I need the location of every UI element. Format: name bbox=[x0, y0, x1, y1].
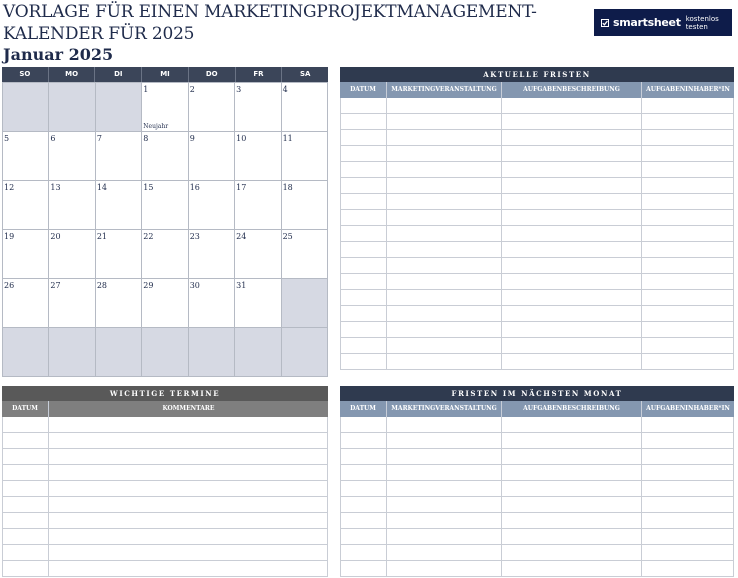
table-row bbox=[340, 114, 734, 130]
weekday-label: SA bbox=[299, 70, 311, 78]
calendar-day-cell[interactable] bbox=[142, 132, 188, 181]
brand-name: smartsheet bbox=[613, 16, 681, 29]
table-row bbox=[2, 561, 328, 577]
next-month-deadlines-title: FRISTEN IM NÄCHSTEN MONAT bbox=[340, 386, 734, 401]
table-cell[interactable] bbox=[502, 178, 642, 193]
table-cell[interactable] bbox=[387, 258, 502, 273]
table-cell[interactable] bbox=[642, 306, 734, 321]
day-number: 1 bbox=[143, 85, 149, 94]
table-cell[interactable] bbox=[340, 561, 387, 576]
table-cell[interactable] bbox=[502, 226, 642, 241]
column-header-event: MARKETINGVERANSTALTUNG bbox=[387, 82, 502, 98]
day-number: 23 bbox=[189, 232, 200, 241]
table-cell[interactable] bbox=[387, 513, 502, 528]
table-cell[interactable] bbox=[642, 226, 734, 241]
weekday-label: SO bbox=[2, 67, 49, 82]
calendar-day-cell[interactable] bbox=[3, 230, 49, 279]
table-cell[interactable] bbox=[502, 306, 642, 321]
table-cell[interactable] bbox=[502, 354, 642, 369]
day-number: 14 bbox=[96, 183, 108, 192]
table-row bbox=[340, 513, 734, 529]
table-cell[interactable] bbox=[387, 114, 502, 129]
calendar-empty-cell bbox=[3, 83, 49, 132]
table-cell[interactable] bbox=[49, 497, 328, 512]
table-row bbox=[340, 178, 734, 194]
table-cell[interactable] bbox=[642, 114, 734, 129]
calendar-day-cell[interactable] bbox=[235, 132, 281, 181]
calendar-day-cell[interactable] bbox=[189, 83, 235, 132]
table-cell[interactable] bbox=[502, 130, 642, 145]
table-cell[interactable] bbox=[340, 274, 387, 289]
table-cell[interactable] bbox=[340, 290, 387, 305]
day-number: 5 bbox=[4, 134, 10, 143]
calendar-day-cell[interactable] bbox=[49, 230, 95, 279]
calendar-empty-cell bbox=[142, 328, 188, 377]
weekday-label: MO bbox=[49, 67, 96, 82]
table-cell[interactable] bbox=[387, 417, 502, 432]
table-cell[interactable] bbox=[387, 194, 502, 209]
table-cell[interactable] bbox=[387, 306, 502, 321]
table-cell[interactable] bbox=[340, 338, 387, 353]
table-cell[interactable] bbox=[642, 561, 734, 576]
smartsheet-trial-button[interactable] bbox=[594, 9, 732, 36]
table-cell[interactable] bbox=[502, 449, 642, 464]
day-number: 9 bbox=[189, 134, 195, 143]
table-cell[interactable] bbox=[49, 481, 328, 496]
table-row bbox=[2, 417, 328, 433]
table-row bbox=[340, 433, 734, 449]
column-header-comments: KOMMENTARE bbox=[49, 401, 328, 417]
table-cell[interactable] bbox=[49, 561, 328, 576]
table-cell[interactable] bbox=[387, 210, 502, 225]
table-cell[interactable] bbox=[340, 433, 387, 448]
weekday-label: FR bbox=[236, 67, 283, 82]
table-cell[interactable] bbox=[387, 226, 502, 241]
table-cell[interactable] bbox=[387, 274, 502, 289]
calendar-empty-cell bbox=[96, 328, 142, 377]
column-header-owner: AUFGABENINHABER*IN bbox=[642, 82, 734, 98]
table-cell[interactable] bbox=[340, 194, 387, 209]
table-cell[interactable] bbox=[502, 290, 642, 305]
day-number: 12 bbox=[4, 183, 15, 192]
table-cell[interactable] bbox=[49, 545, 328, 560]
calendar-day-cell[interactable] bbox=[96, 132, 142, 181]
day-number: 29 bbox=[143, 281, 154, 290]
table-row bbox=[340, 210, 734, 226]
table-cell[interactable] bbox=[502, 162, 642, 177]
table-cell[interactable] bbox=[340, 306, 387, 321]
table-cell[interactable] bbox=[387, 529, 502, 544]
table-row bbox=[2, 545, 328, 561]
table-cell[interactable] bbox=[340, 98, 387, 113]
day-number: 8 bbox=[143, 134, 149, 143]
table-row bbox=[340, 226, 734, 242]
important-dates-header bbox=[2, 401, 328, 417]
calendar-day-cell[interactable] bbox=[96, 181, 142, 230]
table-row bbox=[2, 465, 328, 481]
table-row bbox=[340, 465, 734, 481]
day-number: 2 bbox=[189, 85, 195, 94]
table-cell[interactable] bbox=[502, 561, 642, 576]
table-cell[interactable] bbox=[502, 194, 642, 209]
table-cell[interactable] bbox=[340, 258, 387, 273]
table-cell[interactable] bbox=[502, 322, 642, 337]
table-cell[interactable] bbox=[387, 178, 502, 193]
table-cell[interactable] bbox=[642, 513, 734, 528]
calendar-day-cell[interactable] bbox=[235, 230, 281, 279]
table-row bbox=[340, 130, 734, 146]
table-cell[interactable] bbox=[340, 322, 387, 337]
table-cell[interactable] bbox=[642, 465, 734, 480]
table-cell[interactable] bbox=[2, 465, 49, 480]
table-cell[interactable] bbox=[642, 162, 734, 177]
table-cell[interactable] bbox=[642, 178, 734, 193]
table-cell[interactable] bbox=[642, 258, 734, 273]
table-cell[interactable] bbox=[502, 146, 642, 161]
column-header-description: AUFGABENBESCHREIBUNG bbox=[502, 82, 642, 98]
table-cell[interactable] bbox=[340, 226, 387, 241]
table-cell[interactable] bbox=[387, 322, 502, 337]
table-cell[interactable] bbox=[502, 481, 642, 496]
table-cell[interactable] bbox=[340, 146, 387, 161]
weekday-header bbox=[2, 67, 328, 82]
weekday-label: MI bbox=[142, 67, 189, 82]
calendar-empty-cell bbox=[3, 328, 49, 377]
table-cell[interactable] bbox=[642, 274, 734, 289]
day-number: 25 bbox=[282, 232, 293, 241]
table-cell[interactable] bbox=[642, 545, 734, 560]
day-number: 31 bbox=[236, 281, 247, 290]
day-number: 28 bbox=[96, 281, 108, 290]
day-number: 22 bbox=[143, 232, 154, 241]
table-row bbox=[2, 513, 328, 529]
table-cell[interactable] bbox=[340, 178, 387, 193]
table-cell[interactable] bbox=[387, 162, 502, 177]
table-cell[interactable] bbox=[642, 481, 734, 496]
table-row bbox=[340, 258, 734, 274]
calendar-empty-cell bbox=[96, 83, 142, 132]
day-number: 27 bbox=[50, 281, 61, 290]
table-cell[interactable] bbox=[387, 338, 502, 353]
table-cell[interactable] bbox=[502, 98, 642, 113]
calendar-day-cell[interactable] bbox=[189, 230, 235, 279]
table-cell[interactable] bbox=[642, 529, 734, 544]
table-row bbox=[340, 290, 734, 306]
day-number: 24 bbox=[236, 232, 247, 241]
table-cell[interactable] bbox=[340, 449, 387, 464]
current-deadlines-title: AKTUELLE FRISTEN bbox=[340, 67, 734, 82]
calendar-day-cell[interactable] bbox=[235, 279, 281, 328]
day-number: 10 bbox=[236, 134, 247, 143]
calendar-day-cell[interactable] bbox=[282, 230, 328, 279]
calendar-day-cell[interactable] bbox=[282, 181, 328, 230]
table-cell[interactable] bbox=[642, 497, 734, 512]
table-cell[interactable] bbox=[49, 513, 328, 528]
current-deadlines-body bbox=[340, 98, 734, 370]
table-cell[interactable] bbox=[502, 497, 642, 512]
table-cell[interactable] bbox=[642, 210, 734, 225]
day-number: 21 bbox=[96, 232, 108, 241]
table-row bbox=[340, 322, 734, 338]
table-row bbox=[340, 306, 734, 322]
table-cell[interactable] bbox=[340, 465, 387, 480]
calendar-empty-cell bbox=[49, 328, 95, 377]
table-cell[interactable] bbox=[642, 354, 734, 369]
table-row bbox=[2, 529, 328, 545]
table-cell[interactable] bbox=[49, 529, 328, 544]
current-deadlines-header bbox=[340, 82, 734, 98]
table-cell[interactable] bbox=[502, 114, 642, 129]
calendar-day-cell[interactable] bbox=[96, 279, 142, 328]
day-number: 7 bbox=[96, 134, 102, 143]
table-row bbox=[340, 242, 734, 258]
table-cell[interactable] bbox=[340, 162, 387, 177]
next-month-deadlines-header bbox=[340, 401, 734, 417]
calendar-day-cell[interactable] bbox=[142, 181, 188, 230]
calendar-empty-cell bbox=[282, 328, 328, 377]
table-cell[interactable] bbox=[502, 242, 642, 257]
column-header-date: DATUM bbox=[340, 401, 387, 417]
day-number: 30 bbox=[189, 281, 200, 290]
table-cell[interactable] bbox=[340, 130, 387, 145]
calendar-day-cell[interactable] bbox=[96, 230, 142, 279]
table-cell[interactable] bbox=[387, 354, 502, 369]
day-number: 15 bbox=[143, 183, 154, 192]
table-cell[interactable] bbox=[2, 449, 49, 464]
calendar-day-cell[interactable] bbox=[3, 279, 49, 328]
table-cell[interactable] bbox=[387, 449, 502, 464]
table-cell[interactable] bbox=[387, 545, 502, 560]
table-row bbox=[2, 481, 328, 497]
calendar-day-cell[interactable] bbox=[49, 279, 95, 328]
table-row bbox=[2, 433, 328, 449]
table-row bbox=[340, 194, 734, 210]
table-row bbox=[340, 497, 734, 513]
day-number: 6 bbox=[50, 134, 56, 143]
calendar-grid bbox=[2, 82, 328, 377]
table-row bbox=[2, 497, 328, 513]
column-header-owner: AUFGABENINHABER*IN bbox=[642, 401, 734, 417]
table-cell[interactable] bbox=[2, 529, 49, 544]
table-cell[interactable] bbox=[49, 433, 328, 448]
smartsheet-logo-icon bbox=[601, 19, 609, 27]
calendar-day-cell[interactable] bbox=[3, 181, 49, 230]
table-cell[interactable] bbox=[502, 529, 642, 544]
column-header-description: AUFGABENBESCHREIBUNG bbox=[502, 401, 642, 417]
table-cell[interactable] bbox=[340, 497, 387, 512]
table-row bbox=[340, 338, 734, 354]
calendar-empty-cell bbox=[235, 328, 281, 377]
table-row bbox=[340, 561, 734, 577]
table-cell[interactable] bbox=[49, 417, 328, 432]
table-cell[interactable] bbox=[340, 242, 387, 257]
holiday-note: Neujahr bbox=[143, 123, 169, 130]
table-cell[interactable] bbox=[642, 242, 734, 257]
table-cell[interactable] bbox=[2, 561, 49, 576]
table-cell[interactable] bbox=[502, 433, 642, 448]
table-row bbox=[340, 529, 734, 545]
calendar-empty-cell bbox=[282, 279, 328, 328]
day-number: 4 bbox=[282, 85, 288, 94]
table-cell[interactable] bbox=[340, 114, 387, 129]
table-cell[interactable] bbox=[2, 545, 49, 560]
table-cell[interactable] bbox=[502, 210, 642, 225]
weekday-label: DI bbox=[95, 67, 142, 82]
table-cell[interactable] bbox=[340, 481, 387, 496]
table-cell[interactable] bbox=[387, 465, 502, 480]
calendar-day-cell[interactable] bbox=[189, 132, 235, 181]
table-cell[interactable] bbox=[2, 513, 49, 528]
brand-cta: kostenlos testen bbox=[685, 14, 719, 31]
day-number: 18 bbox=[282, 183, 293, 192]
day-number: 13 bbox=[50, 183, 61, 192]
calendar-day-cell[interactable] bbox=[49, 181, 95, 230]
table-cell[interactable] bbox=[387, 290, 502, 305]
day-number: 19 bbox=[4, 232, 15, 241]
table-cell[interactable] bbox=[642, 194, 734, 209]
day-number: 3 bbox=[236, 85, 242, 94]
month-title: Januar 2025 bbox=[3, 45, 114, 64]
calendar-day-cell[interactable] bbox=[3, 132, 49, 181]
table-cell[interactable] bbox=[49, 465, 328, 480]
table-cell[interactable] bbox=[502, 465, 642, 480]
table-row bbox=[340, 146, 734, 162]
calendar-empty-cell bbox=[189, 328, 235, 377]
table-cell[interactable] bbox=[2, 497, 49, 512]
table-cell[interactable] bbox=[340, 210, 387, 225]
table-cell[interactable] bbox=[502, 258, 642, 273]
weekday-label: DO bbox=[189, 67, 236, 82]
table-row bbox=[340, 481, 734, 497]
day-number: 26 bbox=[4, 281, 15, 290]
calendar-day-cell[interactable] bbox=[189, 181, 235, 230]
calendar-day-cell[interactable] bbox=[282, 83, 328, 132]
table-cell[interactable] bbox=[502, 338, 642, 353]
calendar-day-cell[interactable] bbox=[282, 132, 328, 181]
table-cell[interactable] bbox=[642, 290, 734, 305]
page-title: VORLAGE FÜR EINEN MARKETINGPROJEKTMANAGEMENT-KALENDER FÜR 2025 bbox=[3, 2, 537, 44]
column-header-date: DATUM bbox=[340, 82, 387, 98]
day-number: 20 bbox=[50, 232, 61, 241]
table-cell[interactable] bbox=[2, 433, 49, 448]
table-cell[interactable] bbox=[340, 513, 387, 528]
important-dates-body bbox=[2, 417, 328, 577]
column-header-date: DATUM bbox=[2, 401, 49, 417]
calendar-empty-cell bbox=[49, 83, 95, 132]
table-cell[interactable] bbox=[387, 433, 502, 448]
table-cell[interactable] bbox=[387, 561, 502, 576]
table-cell[interactable] bbox=[340, 417, 387, 432]
calendar-day-cell[interactable] bbox=[235, 181, 281, 230]
current-deadlines-panel bbox=[340, 67, 734, 370]
important-dates-panel bbox=[2, 386, 328, 577]
table-cell[interactable] bbox=[642, 338, 734, 353]
column-header-event: MARKETINGVERANSTALTUNG bbox=[387, 401, 502, 417]
table-cell[interactable] bbox=[387, 130, 502, 145]
table-cell[interactable] bbox=[387, 98, 502, 113]
table-row bbox=[340, 274, 734, 290]
table-cell[interactable] bbox=[340, 529, 387, 544]
table-row bbox=[340, 354, 734, 370]
table-cell[interactable] bbox=[502, 417, 642, 432]
table-row bbox=[2, 449, 328, 465]
table-row bbox=[340, 162, 734, 178]
day-number: 17 bbox=[236, 183, 247, 192]
next-month-deadlines-body bbox=[340, 417, 734, 577]
table-cell[interactable] bbox=[387, 497, 502, 512]
calendar-day-cell[interactable] bbox=[142, 83, 188, 132]
table-cell[interactable] bbox=[387, 242, 502, 257]
table-cell[interactable] bbox=[642, 322, 734, 337]
next-month-deadlines-panel bbox=[340, 386, 734, 577]
calendar-day-cell[interactable] bbox=[235, 83, 281, 132]
calendar-day-cell[interactable] bbox=[49, 132, 95, 181]
table-cell[interactable] bbox=[340, 545, 387, 560]
table-cell[interactable] bbox=[502, 513, 642, 528]
important-dates-title: WICHTIGE TERMINE bbox=[2, 386, 328, 401]
table-cell[interactable] bbox=[642, 146, 734, 161]
table-row bbox=[340, 545, 734, 561]
table-cell[interactable] bbox=[2, 417, 49, 432]
table-cell[interactable] bbox=[642, 433, 734, 448]
table-cell[interactable] bbox=[387, 146, 502, 161]
table-row bbox=[340, 449, 734, 465]
table-cell[interactable] bbox=[642, 130, 734, 145]
table-cell[interactable] bbox=[2, 481, 49, 496]
calendar-day-cell[interactable] bbox=[189, 279, 235, 328]
table-cell[interactable] bbox=[502, 274, 642, 289]
table-cell[interactable] bbox=[49, 449, 328, 464]
table-cell[interactable] bbox=[642, 449, 734, 464]
day-number: 11 bbox=[282, 134, 293, 143]
table-row bbox=[340, 417, 734, 433]
table-cell[interactable] bbox=[642, 417, 734, 432]
day-number: 16 bbox=[189, 183, 200, 192]
calendar-day-cell[interactable] bbox=[142, 230, 188, 279]
table-cell[interactable] bbox=[387, 481, 502, 496]
table-row bbox=[340, 98, 734, 114]
calendar-day-cell[interactable] bbox=[142, 279, 188, 328]
table-cell[interactable] bbox=[340, 354, 387, 369]
table-cell[interactable] bbox=[502, 545, 642, 560]
month-calendar bbox=[2, 67, 328, 377]
table-cell[interactable] bbox=[642, 98, 734, 113]
